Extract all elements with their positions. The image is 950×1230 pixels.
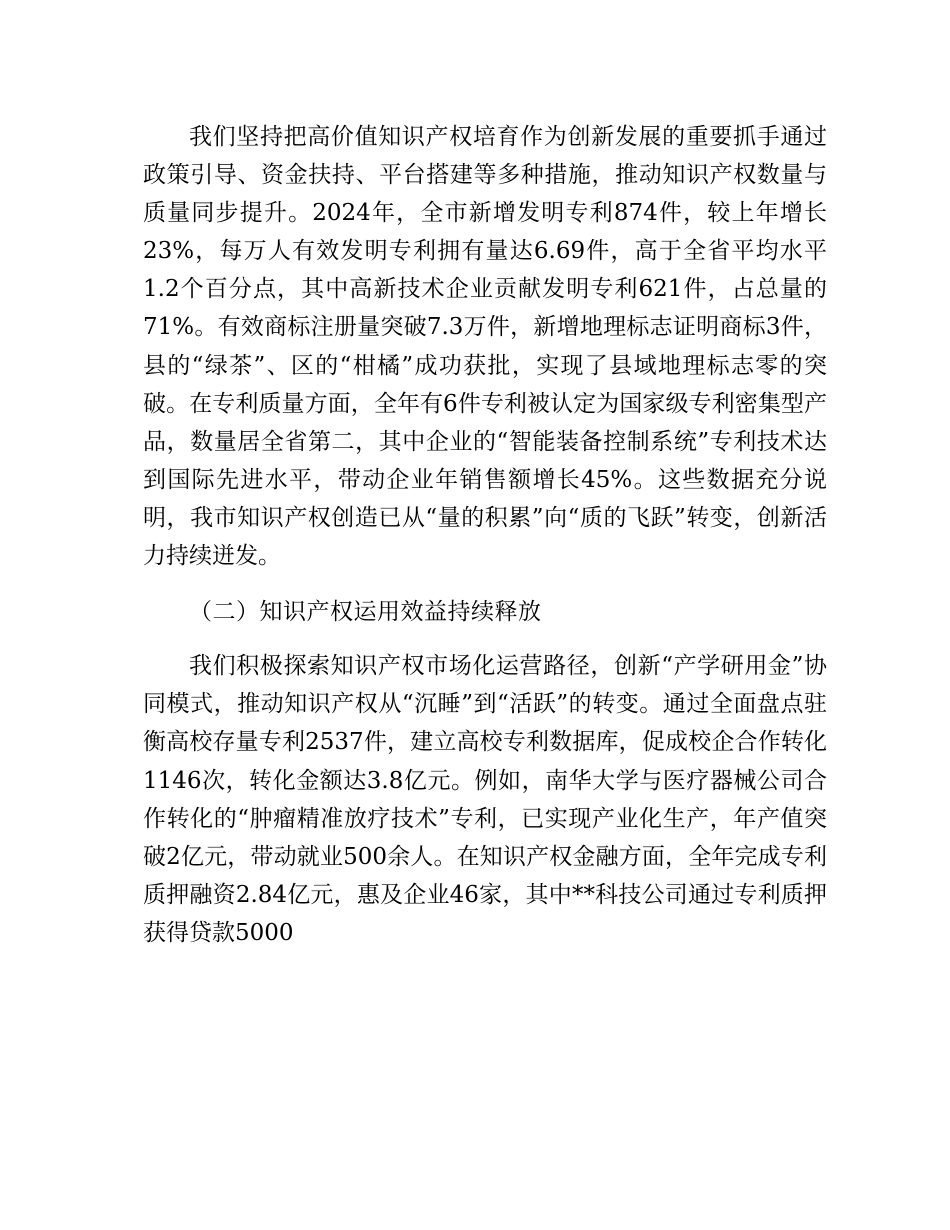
- body-paragraph-1: 我们坚持把高价值知识产权培育作为创新发展的重要抓手通过政策引导、资金扶持、平台搭建等多种措施，推动知识产权数量与质量同步提升。2024年，全市新增发明专利874件，较上年增长23%，每万人有效发明专利拥有量达6.69件，高于全省平均水平1.2个百分点，其中高新技术企业贡献发明专利621件，占总量的71%。有效商标注册量突破7.3万件，新增地理标志证明商标3件，县的“绿茶”、区的“柑橘”成功获批，实现了县域地理标志零的突破。在专利质量方面，全年有6件专利被认定为国家级专利密集型产品，数量居全省第二，其中企业的“智能装备控制系统”专利技术达到国际先进水平，带动企业年销售额增长45%。这些数据充分说明，我市知识产权创造已从“量的积累”向“质的飞跃”转变，创新活力持续迸发。: [143, 124, 827, 570]
- body-paragraph-2: 我们积极探索知识产权市场化运营路径，创新“产学研用金”协同模式，推动知识产权从“沉睡”到“活跃”的转变。通过全面盘点驻衡高校存量专利2537件，建立高校专利数据库，促成校企合作转化1146次，转化金额达3.8亿元。例如，南华大学与医疗器械公司合作转化的“肿瘤精准放疗技术”专利，已实现产业化生产，年产值突破2亿元，带动就业500余人。在知识产权金融方面，全年完成专利质押融资2.84亿元，惠及企业46家，其中**科技公司通过专利质押获得贷款5000: [143, 653, 827, 946]
- section-heading: （二）知识产权运用效益持续释放: [189, 599, 542, 626]
- document-page: [143, 118, 827, 952]
